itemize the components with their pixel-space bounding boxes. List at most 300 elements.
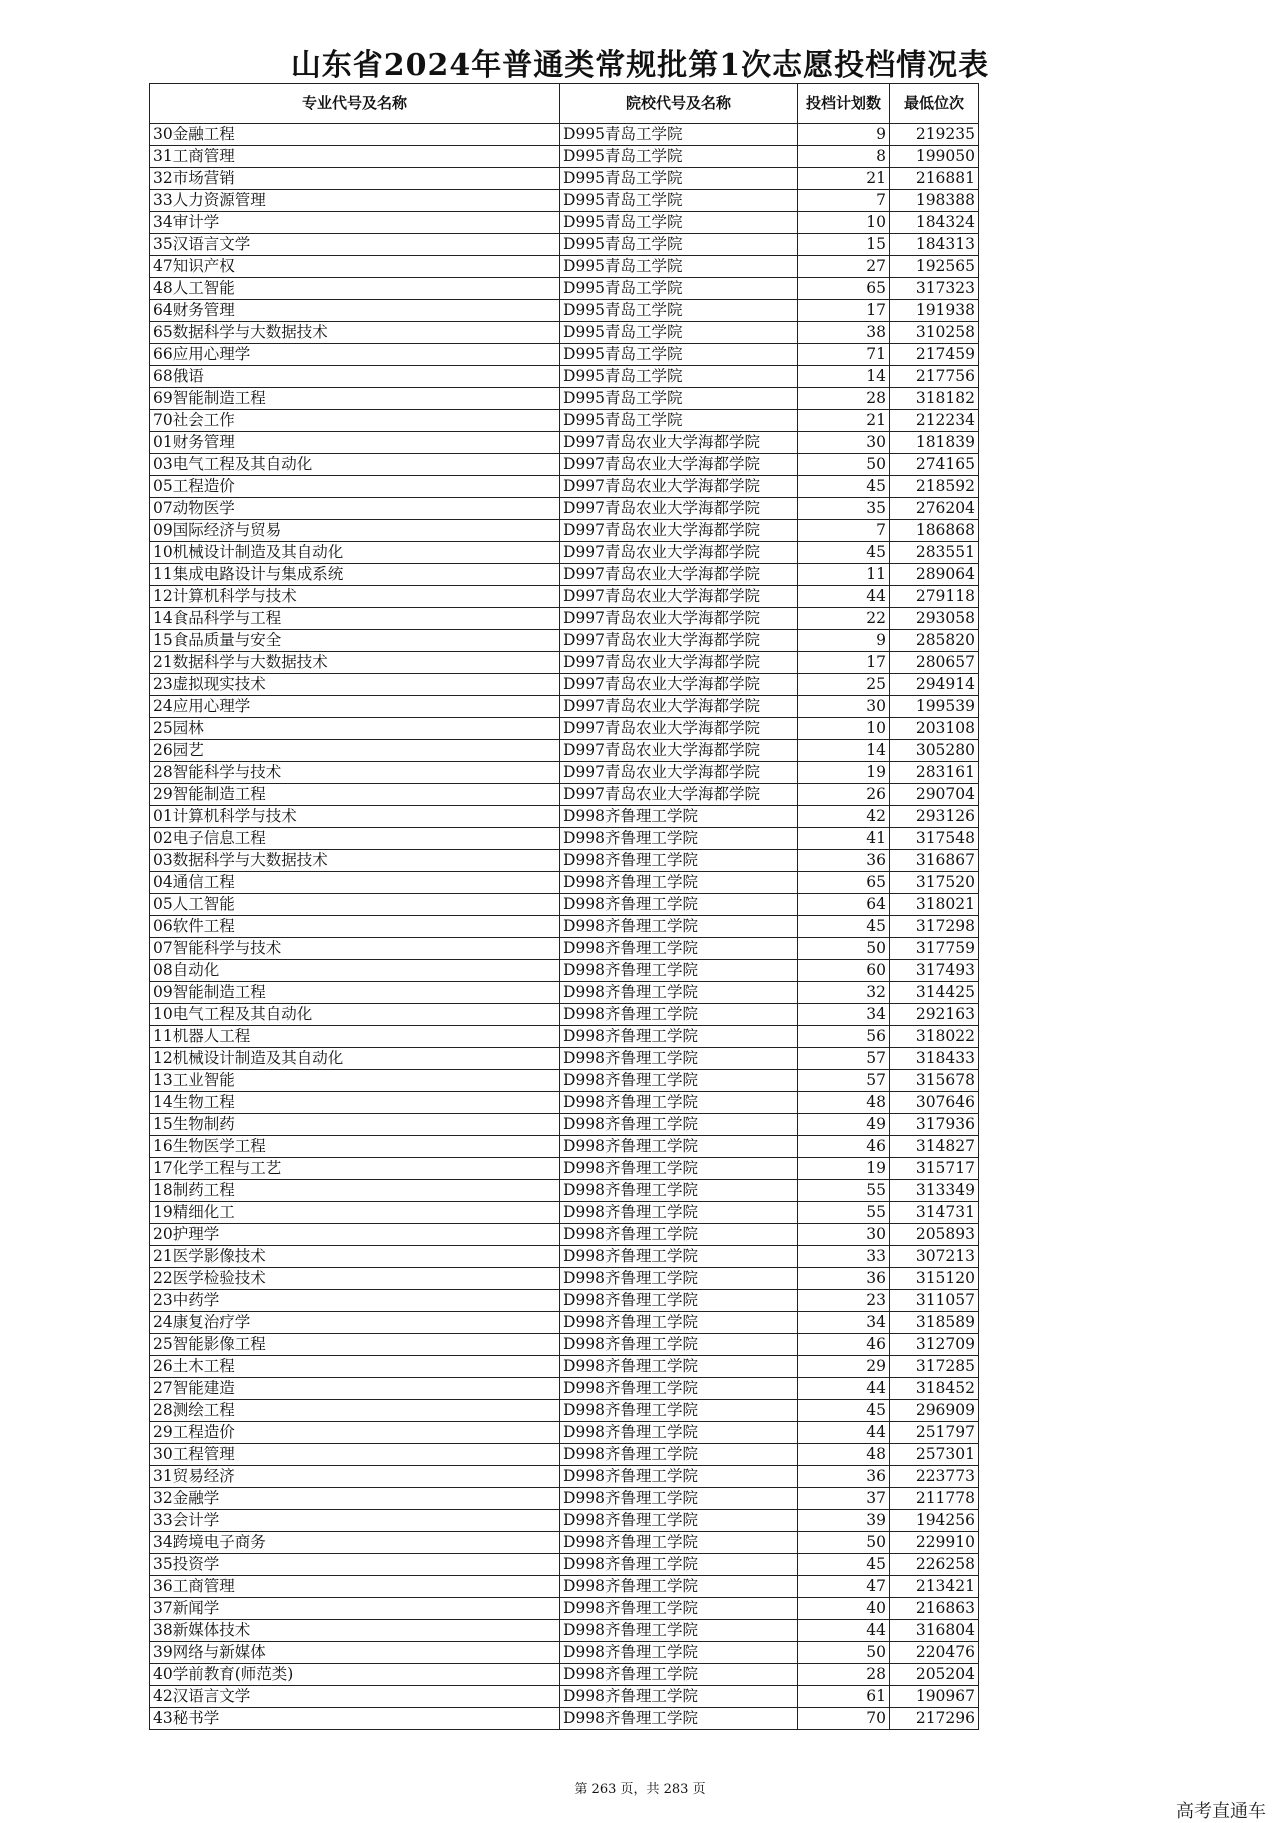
table-row bbox=[150, 586, 979, 608]
table-row bbox=[150, 410, 979, 432]
cell-school: D997青岛农业大学海都学院 bbox=[560, 740, 798, 762]
table-row bbox=[150, 146, 979, 168]
cell-plan: 34 bbox=[798, 1004, 890, 1026]
cell-rank: 218592 bbox=[890, 476, 979, 498]
cell-plan: 10 bbox=[798, 718, 890, 740]
cell-major: 25智能影像工程 bbox=[150, 1334, 560, 1356]
table-row bbox=[150, 542, 979, 564]
cell-school: D998齐鲁理工学院 bbox=[560, 894, 798, 916]
cell-plan: 65 bbox=[798, 872, 890, 894]
cell-rank: 283551 bbox=[890, 542, 979, 564]
cell-rank: 184324 bbox=[890, 212, 979, 234]
cell-rank: 223773 bbox=[890, 1466, 979, 1488]
table-row bbox=[150, 696, 979, 718]
cell-school: D995青岛工学院 bbox=[560, 234, 798, 256]
table-row bbox=[150, 1312, 979, 1334]
cell-plan: 10 bbox=[798, 212, 890, 234]
cell-school: D995青岛工学院 bbox=[560, 190, 798, 212]
cell-rank: 226258 bbox=[890, 1554, 979, 1576]
cell-school: D997青岛农业大学海都学院 bbox=[560, 564, 798, 586]
cell-rank: 318433 bbox=[890, 1048, 979, 1070]
table-row bbox=[150, 454, 979, 476]
cell-school: D998齐鲁理工学院 bbox=[560, 1466, 798, 1488]
cell-plan: 45 bbox=[798, 1554, 890, 1576]
cell-major: 39网络与新媒体 bbox=[150, 1642, 560, 1664]
cell-major: 68俄语 bbox=[150, 366, 560, 388]
cell-plan: 45 bbox=[798, 916, 890, 938]
cell-plan: 36 bbox=[798, 1466, 890, 1488]
cell-school: D997青岛农业大学海都学院 bbox=[560, 608, 798, 630]
cell-plan: 22 bbox=[798, 608, 890, 630]
table-row bbox=[150, 806, 979, 828]
cell-school: D995青岛工学院 bbox=[560, 410, 798, 432]
cell-major: 65数据科学与大数据技术 bbox=[150, 322, 560, 344]
table-row bbox=[150, 344, 979, 366]
cell-plan: 61 bbox=[798, 1686, 890, 1708]
cell-school: D998齐鲁理工学院 bbox=[560, 1334, 798, 1356]
cell-rank: 181839 bbox=[890, 432, 979, 454]
cell-rank: 316804 bbox=[890, 1620, 979, 1642]
cell-school: D998齐鲁理工学院 bbox=[560, 1312, 798, 1334]
cell-school: D998齐鲁理工学院 bbox=[560, 1510, 798, 1532]
cell-plan: 15 bbox=[798, 234, 890, 256]
cell-plan: 46 bbox=[798, 1334, 890, 1356]
table-row bbox=[150, 476, 979, 498]
cell-rank: 199539 bbox=[890, 696, 979, 718]
table-row bbox=[150, 520, 979, 542]
table-row bbox=[150, 1378, 979, 1400]
table-row bbox=[150, 1664, 979, 1686]
cell-rank: 217459 bbox=[890, 344, 979, 366]
cell-rank: 216863 bbox=[890, 1598, 979, 1620]
cell-rank: 199050 bbox=[890, 146, 979, 168]
cell-major: 03电气工程及其自动化 bbox=[150, 454, 560, 476]
cell-plan: 60 bbox=[798, 960, 890, 982]
cell-school: D997青岛农业大学海都学院 bbox=[560, 652, 798, 674]
table-row bbox=[150, 938, 979, 960]
cell-plan: 14 bbox=[798, 366, 890, 388]
cell-school: D998齐鲁理工学院 bbox=[560, 1224, 798, 1246]
cell-school: D998齐鲁理工学院 bbox=[560, 1598, 798, 1620]
cell-major: 30金融工程 bbox=[150, 124, 560, 146]
cell-plan: 55 bbox=[798, 1180, 890, 1202]
cell-plan: 11 bbox=[798, 564, 890, 586]
cell-rank: 216881 bbox=[890, 168, 979, 190]
cell-school: D998齐鲁理工学院 bbox=[560, 1642, 798, 1664]
cell-plan: 21 bbox=[798, 168, 890, 190]
cell-rank: 317493 bbox=[890, 960, 979, 982]
cell-plan: 30 bbox=[798, 696, 890, 718]
cell-major: 33会计学 bbox=[150, 1510, 560, 1532]
cell-rank: 257301 bbox=[890, 1444, 979, 1466]
cell-plan: 37 bbox=[798, 1488, 890, 1510]
table-row bbox=[150, 674, 979, 696]
cell-plan: 40 bbox=[798, 1598, 890, 1620]
cell-major: 09智能制造工程 bbox=[150, 982, 560, 1004]
cell-major: 05工程造价 bbox=[150, 476, 560, 498]
cell-rank: 294914 bbox=[890, 674, 979, 696]
table-row bbox=[150, 872, 979, 894]
cell-plan: 17 bbox=[798, 300, 890, 322]
cell-plan: 7 bbox=[798, 190, 890, 212]
cell-rank: 307646 bbox=[890, 1092, 979, 1114]
cell-school: D997青岛农业大学海都学院 bbox=[560, 696, 798, 718]
cell-rank: 194256 bbox=[890, 1510, 979, 1532]
cell-school: D998齐鲁理工学院 bbox=[560, 1268, 798, 1290]
cell-school: D997青岛农业大学海都学院 bbox=[560, 432, 798, 454]
cell-rank: 317323 bbox=[890, 278, 979, 300]
cell-school: D997青岛农业大学海都学院 bbox=[560, 630, 798, 652]
cell-school: D998齐鲁理工学院 bbox=[560, 1026, 798, 1048]
cell-school: D998齐鲁理工学院 bbox=[560, 1158, 798, 1180]
cell-major: 28智能科学与技术 bbox=[150, 762, 560, 784]
cell-rank: 318022 bbox=[890, 1026, 979, 1048]
cell-major: 12计算机科学与技术 bbox=[150, 586, 560, 608]
table-header-row bbox=[150, 84, 979, 124]
cell-plan: 19 bbox=[798, 762, 890, 784]
cell-major: 17化学工程与工艺 bbox=[150, 1158, 560, 1180]
table-row bbox=[150, 256, 979, 278]
table-body bbox=[150, 124, 979, 1730]
table-row bbox=[150, 1180, 979, 1202]
table-row bbox=[150, 1224, 979, 1246]
cell-major: 42汉语言文学 bbox=[150, 1686, 560, 1708]
header-school: 院校代号及名称 bbox=[560, 84, 798, 124]
table-row bbox=[150, 388, 979, 410]
cell-major: 11集成电路设计与集成系统 bbox=[150, 564, 560, 586]
cell-plan: 14 bbox=[798, 740, 890, 762]
cell-rank: 316867 bbox=[890, 850, 979, 872]
cell-major: 25园林 bbox=[150, 718, 560, 740]
cell-plan: 47 bbox=[798, 1576, 890, 1598]
cell-major: 15食品质量与安全 bbox=[150, 630, 560, 652]
table-row bbox=[150, 1576, 979, 1598]
cell-rank: 205893 bbox=[890, 1224, 979, 1246]
cell-school: D995青岛工学院 bbox=[560, 300, 798, 322]
cell-major: 69智能制造工程 bbox=[150, 388, 560, 410]
cell-school: D995青岛工学院 bbox=[560, 146, 798, 168]
cell-school: D998齐鲁理工学院 bbox=[560, 1576, 798, 1598]
table-row bbox=[150, 212, 979, 234]
cell-plan: 49 bbox=[798, 1114, 890, 1136]
cell-school: D998齐鲁理工学院 bbox=[560, 850, 798, 872]
cell-rank: 317759 bbox=[890, 938, 979, 960]
cell-major: 01财务管理 bbox=[150, 432, 560, 454]
cell-school: D998齐鲁理工学院 bbox=[560, 1422, 798, 1444]
cell-plan: 70 bbox=[798, 1708, 890, 1730]
cell-major: 31贸易经济 bbox=[150, 1466, 560, 1488]
cell-school: D998齐鲁理工学院 bbox=[560, 1180, 798, 1202]
cell-plan: 56 bbox=[798, 1026, 890, 1048]
cell-major: 70社会工作 bbox=[150, 410, 560, 432]
cell-rank: 220476 bbox=[890, 1642, 979, 1664]
cell-major: 38新媒体技术 bbox=[150, 1620, 560, 1642]
cell-school: D998齐鲁理工学院 bbox=[560, 1290, 798, 1312]
cell-rank: 292163 bbox=[890, 1004, 979, 1026]
page-footer: 第 263 页，共 283 页 bbox=[574, 1782, 706, 1797]
table-row bbox=[150, 1202, 979, 1224]
cell-rank: 289064 bbox=[890, 564, 979, 586]
cell-rank: 203108 bbox=[890, 718, 979, 740]
table-row bbox=[150, 1026, 979, 1048]
cell-plan: 42 bbox=[798, 806, 890, 828]
cell-school: D997青岛农业大学海都学院 bbox=[560, 674, 798, 696]
cell-school: D998齐鲁理工学院 bbox=[560, 1136, 798, 1158]
cell-major: 34审计学 bbox=[150, 212, 560, 234]
table-row bbox=[150, 1642, 979, 1664]
table-row bbox=[150, 322, 979, 344]
cell-plan: 45 bbox=[798, 542, 890, 564]
cell-rank: 312709 bbox=[890, 1334, 979, 1356]
cell-plan: 9 bbox=[798, 630, 890, 652]
cell-major: 09国际经济与贸易 bbox=[150, 520, 560, 542]
cell-major: 32市场营销 bbox=[150, 168, 560, 190]
table-row bbox=[150, 234, 979, 256]
cell-school: D997青岛农业大学海都学院 bbox=[560, 762, 798, 784]
cell-plan: 45 bbox=[798, 1400, 890, 1422]
cell-major: 13工业智能 bbox=[150, 1070, 560, 1092]
cell-plan: 50 bbox=[798, 1532, 890, 1554]
cell-school: D997青岛农业大学海都学院 bbox=[560, 498, 798, 520]
cell-rank: 313349 bbox=[890, 1180, 979, 1202]
page-title: 山东省2024年普通类常规批第1次志愿投档情况表 bbox=[290, 48, 990, 83]
table-row bbox=[150, 1070, 979, 1092]
cell-rank: 211778 bbox=[890, 1488, 979, 1510]
cell-plan: 44 bbox=[798, 586, 890, 608]
cell-school: D995青岛工学院 bbox=[560, 322, 798, 344]
cell-rank: 293126 bbox=[890, 806, 979, 828]
table-row bbox=[150, 168, 979, 190]
cell-rank: 283161 bbox=[890, 762, 979, 784]
table-row bbox=[150, 1532, 979, 1554]
cell-school: D998齐鲁理工学院 bbox=[560, 1686, 798, 1708]
table-row bbox=[150, 366, 979, 388]
cell-school: D995青岛工学院 bbox=[560, 388, 798, 410]
cell-rank: 311057 bbox=[890, 1290, 979, 1312]
cell-major: 28测绘工程 bbox=[150, 1400, 560, 1422]
cell-plan: 21 bbox=[798, 410, 890, 432]
cell-major: 06软件工程 bbox=[150, 916, 560, 938]
cell-rank: 285820 bbox=[890, 630, 979, 652]
cell-major: 26园艺 bbox=[150, 740, 560, 762]
table-row bbox=[150, 1114, 979, 1136]
cell-major: 10机械设计制造及其自动化 bbox=[150, 542, 560, 564]
cell-school: D997青岛农业大学海都学院 bbox=[560, 476, 798, 498]
cell-school: D998齐鲁理工学院 bbox=[560, 1356, 798, 1378]
cell-major: 07智能科学与技术 bbox=[150, 938, 560, 960]
cell-rank: 205204 bbox=[890, 1664, 979, 1686]
cell-rank: 317548 bbox=[890, 828, 979, 850]
cell-plan: 71 bbox=[798, 344, 890, 366]
cell-plan: 45 bbox=[798, 476, 890, 498]
table-row bbox=[150, 982, 979, 1004]
cell-school: D997青岛农业大学海都学院 bbox=[560, 784, 798, 806]
cell-school: D998齐鲁理工学院 bbox=[560, 982, 798, 1004]
cell-rank: 213421 bbox=[890, 1576, 979, 1598]
cell-rank: 318452 bbox=[890, 1378, 979, 1400]
cell-major: 21医学影像技术 bbox=[150, 1246, 560, 1268]
cell-major: 64财务管理 bbox=[150, 300, 560, 322]
cell-plan: 50 bbox=[798, 1642, 890, 1664]
table-row bbox=[150, 1422, 979, 1444]
cell-rank: 315717 bbox=[890, 1158, 979, 1180]
cell-school: D998齐鲁理工学院 bbox=[560, 1620, 798, 1642]
header-major: 专业代号及名称 bbox=[150, 84, 560, 124]
cell-rank: 310258 bbox=[890, 322, 979, 344]
table-row bbox=[150, 608, 979, 630]
cell-rank: 318021 bbox=[890, 894, 979, 916]
cell-major: 12机械设计制造及其自动化 bbox=[150, 1048, 560, 1070]
cell-plan: 50 bbox=[798, 938, 890, 960]
cell-major: 30工程管理 bbox=[150, 1444, 560, 1466]
cell-plan: 38 bbox=[798, 322, 890, 344]
cell-plan: 46 bbox=[798, 1136, 890, 1158]
table-row bbox=[150, 432, 979, 454]
cell-major: 14生物工程 bbox=[150, 1092, 560, 1114]
cell-rank: 190967 bbox=[890, 1686, 979, 1708]
table-row bbox=[150, 498, 979, 520]
cell-rank: 317936 bbox=[890, 1114, 979, 1136]
cell-rank: 217296 bbox=[890, 1708, 979, 1730]
cell-major: 35投资学 bbox=[150, 1554, 560, 1576]
cell-major: 36工商管理 bbox=[150, 1576, 560, 1598]
cell-rank: 317285 bbox=[890, 1356, 979, 1378]
table-row bbox=[150, 762, 979, 784]
cell-plan: 30 bbox=[798, 1224, 890, 1246]
table-row bbox=[150, 190, 979, 212]
table-row bbox=[150, 740, 979, 762]
cell-major: 21数据科学与大数据技术 bbox=[150, 652, 560, 674]
cell-rank: 229910 bbox=[890, 1532, 979, 1554]
cell-plan: 50 bbox=[798, 454, 890, 476]
cell-plan: 36 bbox=[798, 850, 890, 872]
cell-rank: 184313 bbox=[890, 234, 979, 256]
cell-school: D998齐鲁理工学院 bbox=[560, 1664, 798, 1686]
cell-rank: 276204 bbox=[890, 498, 979, 520]
table-row bbox=[150, 300, 979, 322]
cell-major: 35汉语言文学 bbox=[150, 234, 560, 256]
cell-major: 08自动化 bbox=[150, 960, 560, 982]
cell-major: 20护理学 bbox=[150, 1224, 560, 1246]
cell-school: D998齐鲁理工学院 bbox=[560, 1378, 798, 1400]
cell-school: D995青岛工学院 bbox=[560, 278, 798, 300]
cell-rank: 212234 bbox=[890, 410, 979, 432]
table-row bbox=[150, 1356, 979, 1378]
table-row bbox=[150, 1334, 979, 1356]
cell-plan: 23 bbox=[798, 1290, 890, 1312]
cell-plan: 44 bbox=[798, 1378, 890, 1400]
cell-plan: 39 bbox=[798, 1510, 890, 1532]
table-row bbox=[150, 1158, 979, 1180]
cell-major: 10电气工程及其自动化 bbox=[150, 1004, 560, 1026]
cell-major: 40学前教育(师范类) bbox=[150, 1664, 560, 1686]
cell-school: D998齐鲁理工学院 bbox=[560, 828, 798, 850]
cell-major: 34跨境电子商务 bbox=[150, 1532, 560, 1554]
cell-school: D998齐鲁理工学院 bbox=[560, 1488, 798, 1510]
table-row bbox=[150, 1554, 979, 1576]
cell-major: 43秘书学 bbox=[150, 1708, 560, 1730]
cell-rank: 318182 bbox=[890, 388, 979, 410]
cell-plan: 17 bbox=[798, 652, 890, 674]
cell-major: 05人工智能 bbox=[150, 894, 560, 916]
cell-plan: 19 bbox=[798, 1158, 890, 1180]
cell-plan: 25 bbox=[798, 674, 890, 696]
cell-major: 32金融学 bbox=[150, 1488, 560, 1510]
cell-rank: 251797 bbox=[890, 1422, 979, 1444]
cell-plan: 64 bbox=[798, 894, 890, 916]
table-row bbox=[150, 1290, 979, 1312]
cell-major: 26土木工程 bbox=[150, 1356, 560, 1378]
cell-major: 03数据科学与大数据技术 bbox=[150, 850, 560, 872]
cell-school: D995青岛工学院 bbox=[560, 124, 798, 146]
cell-school: D998齐鲁理工学院 bbox=[560, 872, 798, 894]
cell-school: D998齐鲁理工学院 bbox=[560, 1400, 798, 1422]
cell-rank: 317298 bbox=[890, 916, 979, 938]
cell-major: 18制药工程 bbox=[150, 1180, 560, 1202]
cell-major: 11机器人工程 bbox=[150, 1026, 560, 1048]
table-row bbox=[150, 960, 979, 982]
cell-plan: 28 bbox=[798, 388, 890, 410]
cell-rank: 314827 bbox=[890, 1136, 979, 1158]
table-row bbox=[150, 894, 979, 916]
cell-major: 14食品科学与工程 bbox=[150, 608, 560, 630]
table-row bbox=[150, 828, 979, 850]
table-row bbox=[150, 1686, 979, 1708]
cell-plan: 44 bbox=[798, 1620, 890, 1642]
cell-plan: 57 bbox=[798, 1070, 890, 1092]
cell-school: D997青岛农业大学海都学院 bbox=[560, 586, 798, 608]
cell-school: D995青岛工学院 bbox=[560, 344, 798, 366]
table-row bbox=[150, 718, 979, 740]
cell-rank: 315120 bbox=[890, 1268, 979, 1290]
table-row bbox=[150, 1510, 979, 1532]
cell-major: 23中药学 bbox=[150, 1290, 560, 1312]
cell-school: D997青岛农业大学海都学院 bbox=[560, 718, 798, 740]
cell-school: D998齐鲁理工学院 bbox=[560, 806, 798, 828]
cell-major: 47知识产权 bbox=[150, 256, 560, 278]
cell-school: D998齐鲁理工学院 bbox=[560, 1532, 798, 1554]
cell-school: D998齐鲁理工学院 bbox=[560, 1092, 798, 1114]
cell-rank: 192565 bbox=[890, 256, 979, 278]
table-row bbox=[150, 1620, 979, 1642]
cell-major: 07动物医学 bbox=[150, 498, 560, 520]
cell-rank: 274165 bbox=[890, 454, 979, 476]
cell-school: D995青岛工学院 bbox=[560, 168, 798, 190]
cell-major: 02电子信息工程 bbox=[150, 828, 560, 850]
cell-rank: 296909 bbox=[890, 1400, 979, 1422]
table-row bbox=[150, 630, 979, 652]
table-row bbox=[150, 784, 979, 806]
watermark: 高考直通车 bbox=[1176, 1801, 1266, 1822]
cell-plan: 33 bbox=[798, 1246, 890, 1268]
cell-rank: 191938 bbox=[890, 300, 979, 322]
cell-rank: 315678 bbox=[890, 1070, 979, 1092]
cell-rank: 217756 bbox=[890, 366, 979, 388]
cell-school: D997青岛农业大学海都学院 bbox=[560, 542, 798, 564]
cell-plan: 48 bbox=[798, 1092, 890, 1114]
cell-rank: 314731 bbox=[890, 1202, 979, 1224]
cell-plan: 41 bbox=[798, 828, 890, 850]
cell-plan: 36 bbox=[798, 1268, 890, 1290]
cell-major: 22医学检验技术 bbox=[150, 1268, 560, 1290]
cell-plan: 26 bbox=[798, 784, 890, 806]
cell-plan: 27 bbox=[798, 256, 890, 278]
cell-school: D998齐鲁理工学院 bbox=[560, 916, 798, 938]
cell-school: D998齐鲁理工学院 bbox=[560, 1246, 798, 1268]
header-rank: 最低位次 bbox=[890, 84, 979, 124]
table-row bbox=[150, 1136, 979, 1158]
cell-plan: 9 bbox=[798, 124, 890, 146]
